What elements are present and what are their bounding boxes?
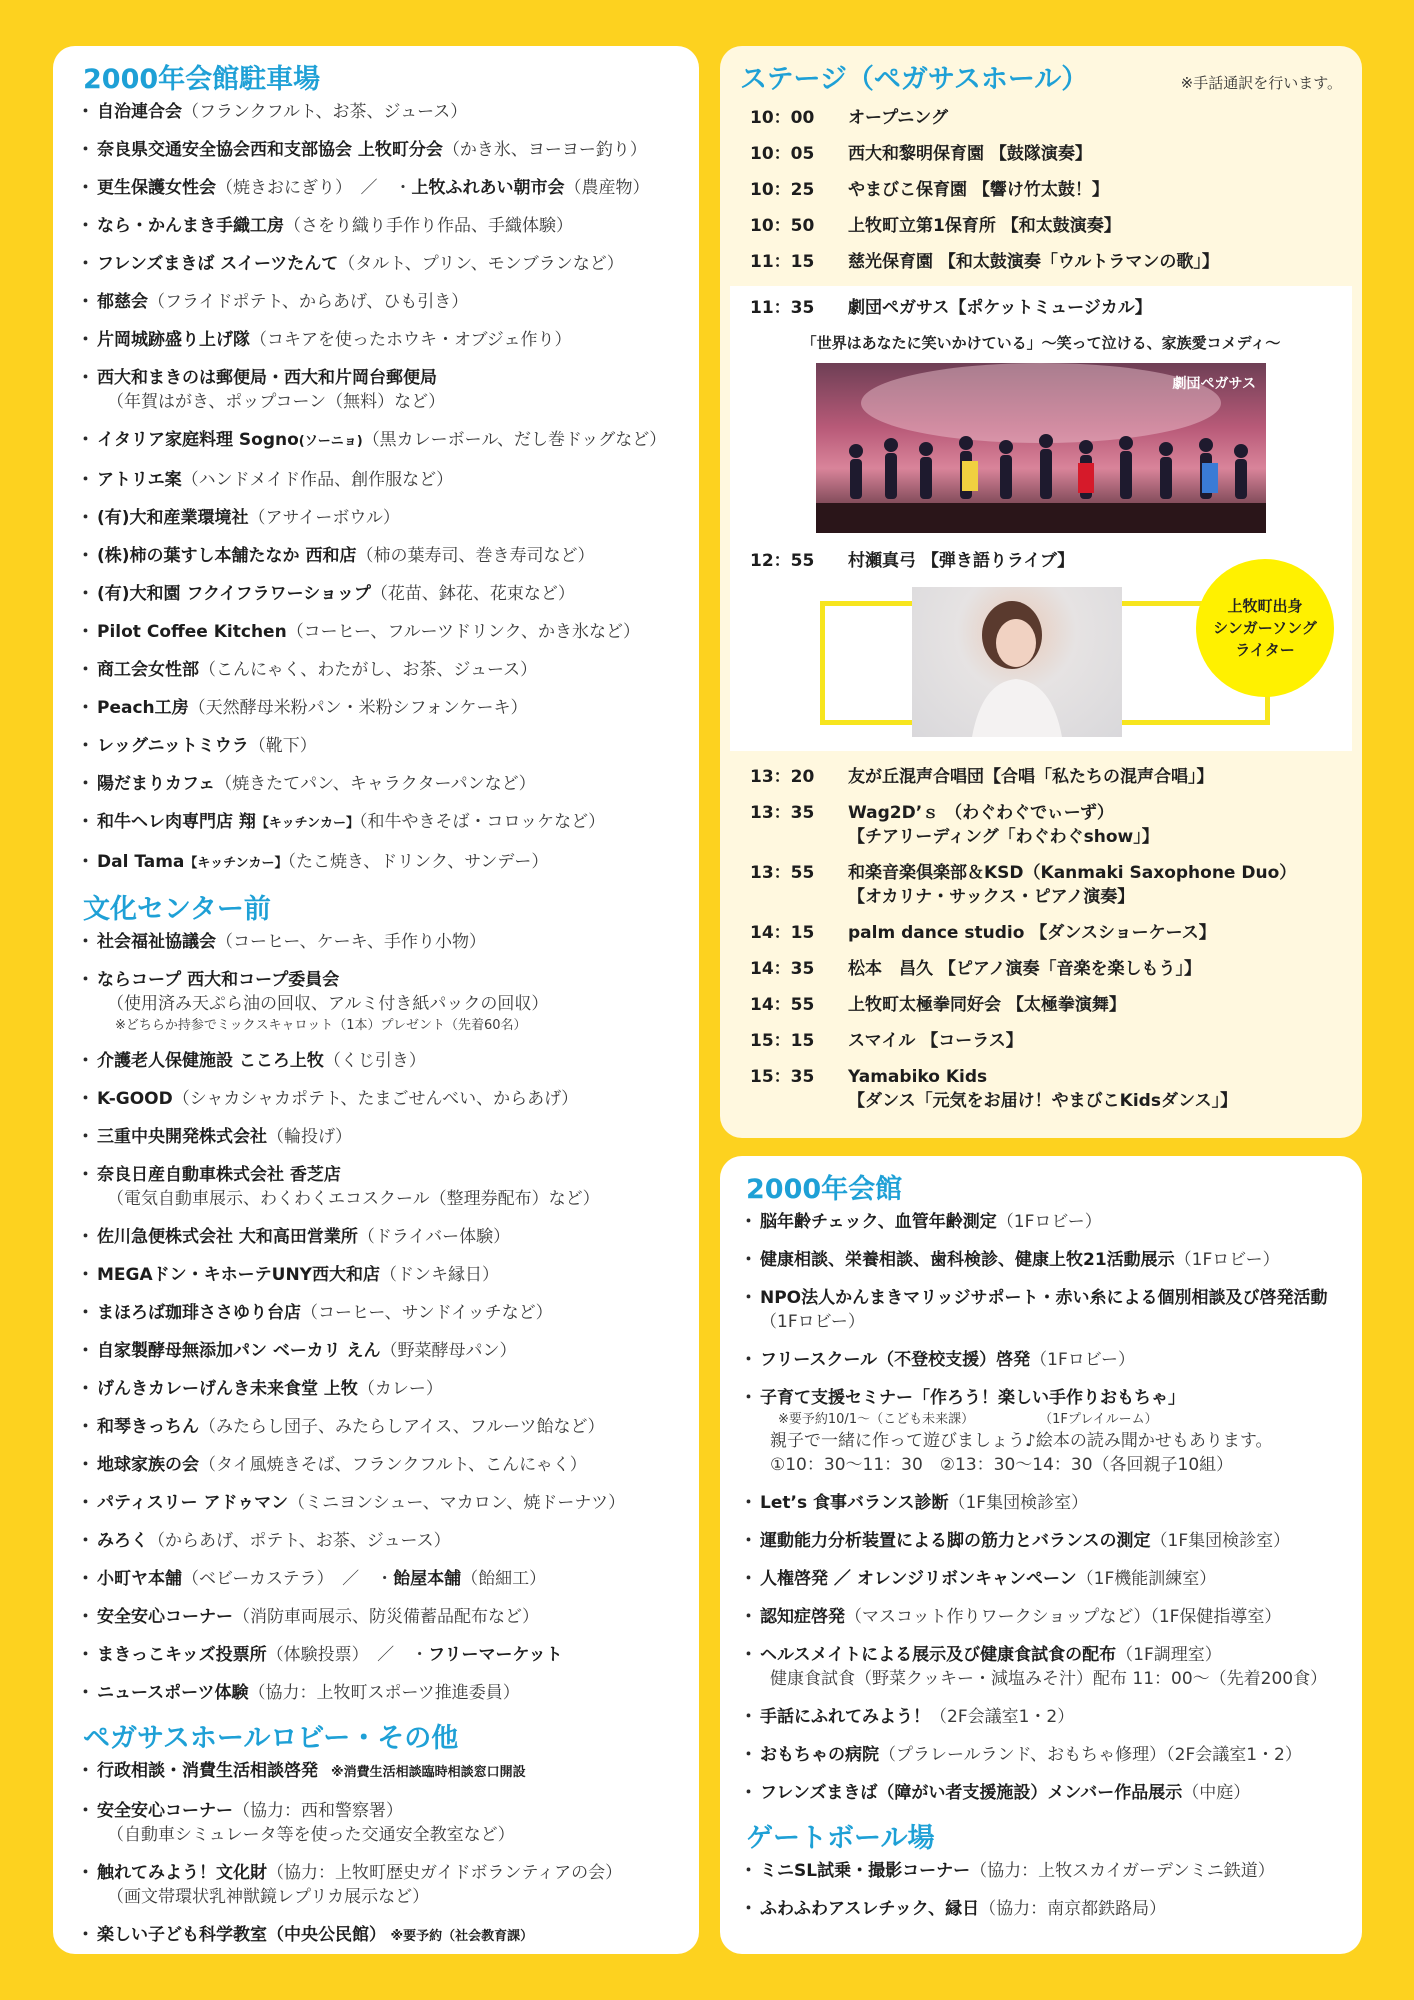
list-item	[83, 582, 681, 606]
item-desc: （フランクフルト、お茶、ジュース）	[182, 102, 468, 122]
item-tag: (ソーニョ)	[298, 434, 363, 449]
schedule-row	[740, 296, 1342, 320]
stage-title: ステージ（ペガサスホール）	[740, 64, 1089, 95]
list-item	[746, 1348, 1342, 1372]
event-title: やまびこ保育園 【響け竹太鼓！】	[848, 180, 1109, 200]
item-desc: （天然酵母米粉パン・米粉シフォンケーキ）	[188, 698, 528, 718]
list-item	[83, 1163, 681, 1211]
schedule-time: 13：55	[750, 863, 815, 883]
item-name: ニュースポーツ体験	[97, 1683, 249, 1703]
badge-line: シンガーソングライター	[1213, 619, 1317, 659]
parking-title: 2000年会館駐車場	[83, 64, 321, 95]
item-name: 奈良日産自動車株式会社 香芝店	[97, 1165, 341, 1185]
schedule-row	[740, 214, 1342, 238]
stage-panel	[720, 46, 1362, 1138]
item-name: ならコープ 西大和コープ委員会	[97, 970, 340, 990]
schedule-row	[740, 250, 1342, 274]
item-name: 安全安心コーナー	[97, 1801, 233, 1821]
list-item	[746, 1743, 1342, 1767]
item-desc: （アサイーボウル）	[248, 508, 400, 528]
parking-list	[83, 100, 681, 876]
item-name: 和牛ヘレ肉専門店 翔	[97, 812, 256, 832]
item-desc: （輪投げ）	[267, 1127, 352, 1147]
schedule-event	[848, 861, 1342, 909]
list-item	[83, 1301, 681, 1325]
schedule-row	[740, 957, 1342, 981]
item-name: 片岡城跡盛り上げ隊	[97, 330, 250, 350]
singer-badge	[1196, 559, 1334, 697]
hall-list	[746, 1210, 1342, 1805]
item-desc: （コーヒー、サンドイッチなど）	[301, 1303, 553, 1323]
item-name: (株)柿の葉すし本舗たなか 西和店	[97, 546, 357, 566]
item-desc: （フライドポテト、からあげ、ひも引き）	[148, 292, 469, 312]
schedule-time: 13：35	[750, 803, 815, 823]
list-item	[83, 1049, 681, 1073]
item-desc: （1Fロビー）	[996, 1212, 1102, 1232]
schedule-event	[848, 1029, 1342, 1053]
stage-schedule-after	[740, 765, 1342, 1113]
item-desc: （花苗、鉢花、花束など）	[370, 584, 575, 604]
item-detail: （使用済み天ぷら油の回収、アルミ付き紙パックの回収）	[107, 994, 549, 1014]
item-name: 社会福祉協議会	[97, 932, 216, 952]
schedule-event	[848, 106, 1342, 130]
list-item	[83, 328, 681, 352]
schedule-event: 劇団ペガサス【ポケットミュージカル】	[848, 298, 1152, 318]
item-name: 介護老人保健施設 こころ上牧	[97, 1051, 324, 1071]
schedule-time: 10：00	[750, 108, 815, 128]
item-name: フリーマーケット	[428, 1645, 563, 1665]
list-item	[83, 1861, 681, 1909]
pegasus-subtitle: 「世界はあなたに笑いかけている」～笑って泣ける、家族愛コメディ～	[801, 334, 1281, 352]
item-desc: （野菜酵母パン）	[380, 1341, 517, 1361]
schedule-time: 10：50	[750, 216, 815, 236]
schedule-row	[740, 993, 1342, 1017]
schedule-event	[848, 1065, 1342, 1113]
list-item	[83, 734, 681, 758]
item-detail: （電気自動車展示、わくわくエコスクール（整理券配布）など）	[107, 1189, 600, 1209]
schedule-time: 11：15	[750, 252, 815, 272]
list-item	[746, 1705, 1342, 1729]
item-name: 飴屋本舗	[393, 1569, 462, 1589]
hall-title: 2000年会館	[746, 1174, 903, 1205]
item-tag: 【キッチンカー】	[255, 816, 360, 831]
item-name: 認知症啓発	[760, 1607, 845, 1627]
item-name: 陽だまりカフェ	[97, 774, 216, 794]
schedule-time: 11：35	[750, 298, 815, 318]
item-name: げんきカレーげんき未来食堂 上牧	[97, 1379, 358, 1399]
schedule-time: 14：35	[750, 959, 815, 979]
singer-photo-illustration	[912, 587, 1122, 737]
item-desc: （カレー）	[357, 1379, 443, 1399]
list-item	[83, 620, 681, 644]
list-item	[83, 1225, 681, 1249]
list-item	[83, 968, 681, 1035]
item-name: K-GOOD	[97, 1089, 173, 1109]
list-item	[83, 214, 681, 238]
schedule-event	[848, 957, 1342, 981]
list-item	[83, 176, 681, 200]
event-title: Yamabiko Kids	[848, 1067, 988, 1087]
item-desc: （コーヒー、ケーキ、手作り小物）	[216, 932, 486, 952]
item-desc: （協力：上牧町歴史ガイドボランティアの会）	[267, 1863, 623, 1883]
schedule-row	[740, 1029, 1342, 1053]
list-item	[746, 1491, 1342, 1515]
item-desc: （みたらし団子、みたらしアイス、フルーツ飴など）	[199, 1417, 605, 1437]
item-desc: （2F会議室1・2）	[930, 1707, 1075, 1727]
item-name: 地球家族の会	[97, 1455, 199, 1475]
item-name: 自治連合会	[97, 102, 182, 122]
list-item	[83, 1923, 681, 1949]
event-title: オープニング	[848, 108, 948, 128]
event-title: 松本 昌久 【ピアノ演奏「音楽を楽しもう」】	[848, 959, 1202, 979]
item-detail: 親子で一緒に作って遊びましょう♪絵本の読み聞かせもあります。	[770, 1431, 1273, 1451]
item-name: 和琴きっちん	[97, 1417, 199, 1437]
item-desc: （1F集団検診室）	[1150, 1531, 1291, 1551]
list-item	[746, 1567, 1342, 1591]
item-note: ※どちらか持参でミックスキャロット（1本）プレゼント（先着60名）	[115, 1018, 527, 1033]
list-item	[83, 1453, 681, 1477]
event-title: 西大和黎明保育園 【鼓隊演奏】	[848, 144, 1092, 164]
item-name: (有)大和園 フクイフラワーショップ	[97, 584, 371, 604]
list-item	[83, 810, 681, 836]
list-item	[83, 850, 681, 876]
item-desc: （1F調理室）	[1116, 1645, 1222, 1665]
list-item	[83, 696, 681, 720]
item-detail: （年賀はがき、ポップコーン（無料）など）	[107, 392, 446, 412]
item-desc: （消防車両展示、防災備蓄品配布など）	[233, 1607, 539, 1627]
item-desc: （体験投票） ／ ・	[266, 1645, 429, 1665]
item-name: おもちゃの病院	[760, 1745, 879, 1765]
pegasus-stage-photo	[816, 363, 1266, 533]
item-desc: （1F集団検診室）	[948, 1493, 1089, 1513]
schedule-event	[848, 142, 1342, 166]
item-note: ※要予約10/1～（こども未来課） （1Fプレイルーム）	[778, 1412, 1158, 1427]
item-desc: （くじ引き）	[323, 1051, 426, 1071]
item-desc: （1F機能訓練室）	[1076, 1569, 1217, 1589]
item-name: ふわふわアスレチック、縁日	[760, 1899, 980, 1919]
stage-schedule-before	[740, 106, 1342, 274]
item-detail: ①10：30～11：30 ②13：30～14：30（各回親子10組）	[770, 1455, 1234, 1475]
item-name: 更生保護女性会	[97, 178, 216, 198]
list-item	[83, 1339, 681, 1363]
item-name: Dal Tama	[97, 852, 185, 872]
item-desc: （靴下）	[248, 736, 317, 756]
list-item	[83, 1799, 681, 1847]
item-name: レッグニットミウラ	[97, 736, 249, 756]
schedule-row	[740, 1065, 1342, 1113]
schedule-time: 15：15	[750, 1031, 815, 1051]
schedule-event	[848, 250, 1342, 274]
lobby-list	[83, 1759, 681, 1949]
item-name: まほろば珈琲ささゆり台店	[97, 1303, 301, 1323]
list-item	[83, 506, 681, 530]
schedule-event	[848, 801, 1342, 849]
item-tag: 【キッチンカー】	[184, 856, 288, 871]
item-desc: （協力：上牧スカイガーデンミニ鉄道）	[970, 1861, 1275, 1881]
item-name: Let’s 食事バランス診断	[760, 1493, 949, 1513]
item-name: 郁慈会	[97, 292, 148, 312]
list-item	[83, 1263, 681, 1287]
list-item	[746, 1643, 1342, 1691]
list-item	[83, 1643, 681, 1667]
item-desc: （ハンドメイド作品、創作服など）	[181, 470, 454, 490]
item-name: ミニSL試乗・撮影コーナー	[760, 1861, 971, 1881]
culture-list	[83, 930, 681, 1705]
list-item	[746, 1897, 1342, 1921]
schedule-time: 15：35	[750, 1067, 815, 1087]
item-name: Pilot Coffee Kitchen	[97, 622, 287, 642]
item-desc: （黒カレーボール、だし巻ドッグなど）	[362, 430, 667, 450]
item-name: パティスリー アドゥマン	[97, 1493, 289, 1513]
item-name: MEGAドン・キホーテUNY西大和店	[97, 1265, 380, 1285]
item-desc: （ドライバー体験）	[357, 1227, 511, 1247]
list-item	[83, 252, 681, 276]
schedule-row	[740, 801, 1342, 849]
item-name: フリースクール（不登校支援）啓発	[760, 1350, 1031, 1370]
item-name: NPO法人かんまきマリッジサポート・赤い糸による個別相談及び啓発活動	[760, 1288, 1328, 1308]
item-name: 子育て支援セミナー「作ろう！楽しい手作りおもちゃ」	[760, 1388, 1185, 1408]
item-desc: （かき氷、ヨーヨー釣り）	[442, 140, 647, 160]
gate-title: ゲートボール場	[746, 1823, 935, 1854]
event-title: Wag2D’ｓ （わぐわぐでぃーず）	[848, 803, 1114, 823]
list-item	[83, 1605, 681, 1629]
item-desc: （協力：上牧町スポーツ推進委員）	[248, 1683, 520, 1703]
item-name: 上牧ふれあい朝市会	[411, 178, 565, 198]
item-name: イタリア家庭料理 Sogno	[97, 430, 299, 450]
list-item	[83, 658, 681, 682]
item-desc: （1Fロビー）	[1174, 1250, 1280, 1270]
list-item	[746, 1781, 1342, 1805]
item-desc: （マスコット作りワークショップなど）（1F保健指導室）	[845, 1607, 1282, 1627]
schedule-time: 10：25	[750, 180, 815, 200]
schedule-time: 14：15	[750, 923, 815, 943]
item-name: 西大和まきのは郵便局・西大和片岡台郵便局	[97, 368, 437, 388]
lobby-title: ペガサスホールロビー・その他	[83, 1723, 459, 1754]
list-item	[83, 138, 681, 162]
item-desc: （飴細工）	[461, 1569, 547, 1589]
item-desc: （タルト、プリン、モンブランなど）	[338, 254, 624, 274]
list-item	[83, 544, 681, 568]
item-name: (有)大和産業環境社	[97, 508, 249, 528]
list-item	[83, 1681, 681, 1705]
list-item	[83, 100, 681, 124]
item-desc: （シャカシャカポテト、たまごせんべい、からあげ）	[172, 1089, 579, 1109]
schedule-time: 10：05	[750, 144, 815, 164]
item-detail: （画文帯環状乳神獣鏡レプリカ展示など）	[107, 1887, 430, 1907]
schedule-event	[848, 765, 1342, 789]
item-desc: （コーヒー、フルーツドリンク、かき氷など）	[286, 622, 640, 642]
list-item	[746, 1605, 1342, 1629]
item-desc: （からあげ、ポテト、お茶、ジュース）	[148, 1531, 451, 1551]
list-item	[83, 1529, 681, 1553]
list-item	[83, 1087, 681, 1111]
list-item	[83, 1415, 681, 1439]
item-tag: ※要予約（社会教育課）	[377, 1929, 534, 1944]
item-desc: （さをり織り手作り作品、手織体験）	[284, 216, 573, 236]
list-item	[83, 366, 681, 414]
item-detail: （自動車シミュレータ等を使った交通安全教室など）	[107, 1825, 515, 1845]
item-name: 運動能力分析装置による脚の筋力とバランスの測定	[760, 1531, 1151, 1551]
item-desc: （コキアを使ったホウキ・オブジェ作り）	[250, 330, 572, 350]
list-item	[83, 428, 681, 454]
item-desc: （タイ風焼きそば、フランクフルト、こんにゃく）	[199, 1455, 587, 1475]
item-name: ヘルスメイトによる展示及び健康食試食の配布	[760, 1645, 1117, 1665]
schedule-row	[740, 106, 1342, 130]
event-title: 和楽音楽倶楽部＆KSD（Kanmaki Saxophone Duo）	[848, 863, 1297, 883]
item-desc: （焼きたてパン、キャラクターパンなど）	[215, 774, 536, 794]
schedule-event	[848, 214, 1342, 238]
item-name: 商工会女性部	[97, 660, 199, 680]
feature-pegasus	[730, 286, 1352, 751]
item-name: 楽しい子ども科学教室（中央公民館）	[97, 1925, 378, 1945]
item-name: 安全安心コーナー	[97, 1607, 233, 1627]
item-desc: （農産物）	[564, 178, 650, 198]
item-desc: （こんにゃく、わたがし、お茶、ジュース）	[199, 660, 538, 680]
list-item	[746, 1859, 1342, 1883]
item-name: 脳年齢チェック、血管年齢測定	[760, 1212, 997, 1232]
schedule-row	[740, 861, 1342, 909]
item-desc: （和牛やきそば・コロッケなど）	[359, 812, 606, 832]
singer-photo	[912, 587, 1122, 737]
list-item	[746, 1386, 1342, 1477]
schedule-time: 12：55	[750, 551, 815, 571]
gate-list	[746, 1859, 1342, 1921]
item-desc: （1Fロビー）	[760, 1312, 865, 1332]
pegasus-photo-label: 劇団ペガサス	[1172, 376, 1256, 392]
list-item	[83, 772, 681, 796]
event-title: スマイル 【コーラス】	[848, 1031, 1023, 1051]
item-desc: （ミニヨンシュー、マカロン、焼ドーナツ）	[288, 1493, 626, 1513]
item-desc: （柿の葉寿司、巻き寿司など）	[356, 546, 595, 566]
stage-note: ※手話通訳を行います。	[1180, 74, 1342, 92]
schedule-time: 14：55	[750, 995, 815, 1015]
list-item	[746, 1210, 1342, 1234]
item-name: フレンズまきば スイーツたんて	[97, 254, 339, 274]
event-title: 上牧町太極拳同好会 【太極拳演舞】	[848, 995, 1126, 1015]
event-detail: 【オカリナ・サックス・ピアノ演奏】	[848, 887, 1135, 907]
item-desc: （プラレールランド、おもちゃ修理）（2F会議室1・2）	[879, 1745, 1302, 1765]
item-name: みろく	[97, 1531, 148, 1551]
item-detail: 健康食試食（野菜クッキー・減塩みそ汁）配布 11：00～（先着200食）	[770, 1669, 1328, 1689]
item-desc: （協力：西和警察署）	[233, 1801, 403, 1821]
schedule-row	[740, 765, 1342, 789]
left-panel	[53, 46, 699, 1954]
list-item	[83, 1377, 681, 1401]
item-name: なら・かんまき手織工房	[97, 216, 284, 236]
item-name: 手話にふれてみよう！	[760, 1707, 930, 1727]
event-title: 上牧町立第1保育所 【和太鼓演奏】	[848, 216, 1121, 236]
list-item	[83, 468, 681, 492]
event-title: 友が丘混声合唱団【合唱「私たちの混声合唱」】	[848, 767, 1214, 787]
culture-title: 文化センター前	[83, 894, 271, 925]
badge-line: 上牧町出身	[1227, 597, 1303, 615]
list-item	[746, 1248, 1342, 1272]
item-desc: （たこ焼き、ドリンク、サンデー）	[287, 852, 549, 872]
schedule-row	[740, 921, 1342, 945]
list-item	[83, 1759, 681, 1785]
list-item	[746, 1286, 1342, 1334]
item-name: フレンズまきば（障がい者支援施設）メンバー作品展示	[760, 1783, 1183, 1803]
item-name: 触れてみよう！文化財	[97, 1863, 267, 1883]
schedule-event	[848, 178, 1342, 202]
hall-panel	[720, 1156, 1362, 1954]
schedule-event	[848, 993, 1342, 1017]
schedule-event: 村瀬真弓 【弾き語りライブ】	[848, 551, 1075, 571]
item-name: 自家製酵母無添加パン ベーカリ えん	[97, 1341, 381, 1361]
item-name: 小町ヤ本舗	[97, 1569, 182, 1589]
list-item	[746, 1529, 1342, 1553]
schedule-row	[740, 178, 1342, 202]
item-desc: （ベビーカステラ） ／ ・	[182, 1569, 394, 1589]
item-name: まきっこキッズ投票所	[97, 1645, 267, 1665]
event-detail: 【チアリーディング「わぐわぐshow」】	[848, 827, 1159, 847]
item-name: 健康相談、栄養相談、歯科検診、健康上牧21活動展示	[760, 1250, 1175, 1270]
item-name: 佐川急便株式会社 大和高田営業所	[97, 1227, 358, 1247]
list-item	[83, 1491, 681, 1515]
event-title: palm dance studio 【ダンスショーケース】	[848, 923, 1216, 943]
singer-feature	[740, 587, 1342, 737]
schedule-event	[848, 921, 1342, 945]
item-name: 奈良県交通安全協会西和支部協会 上牧町分会	[97, 140, 443, 160]
schedule-time: 13：20	[750, 767, 815, 787]
event-detail: 【ダンス「元気をお届け！やまびこKidsダンス」】	[848, 1091, 1238, 1111]
item-name: 人権啓発 ／ オレンジリボンキャンペーン	[760, 1569, 1077, 1589]
item-name: 三重中央開発株式会社	[97, 1127, 267, 1147]
item-desc: （焼きおにぎり） ／ ・	[216, 178, 412, 198]
item-desc: （協力：南京都鉄路局）	[979, 1899, 1167, 1919]
list-item	[83, 930, 681, 954]
schedule-row	[740, 142, 1342, 166]
item-desc: （ドンキ縁日）	[379, 1265, 499, 1285]
item-name: Peach工房	[97, 698, 189, 718]
item-tag: ※消費生活相談臨時相談窓口開設	[318, 1765, 526, 1780]
event-title: 慈光保育園 【和太鼓演奏「ウルトラマンの歌」】	[848, 252, 1219, 272]
item-desc: （1Fロビー）	[1030, 1350, 1136, 1370]
list-item	[83, 1125, 681, 1149]
list-item	[83, 1567, 681, 1591]
item-name: 行政相談・消費生活相談啓発	[97, 1761, 318, 1781]
item-name: アトリエ案	[97, 470, 182, 490]
item-desc: （中庭）	[1182, 1783, 1251, 1803]
list-item	[83, 290, 681, 314]
